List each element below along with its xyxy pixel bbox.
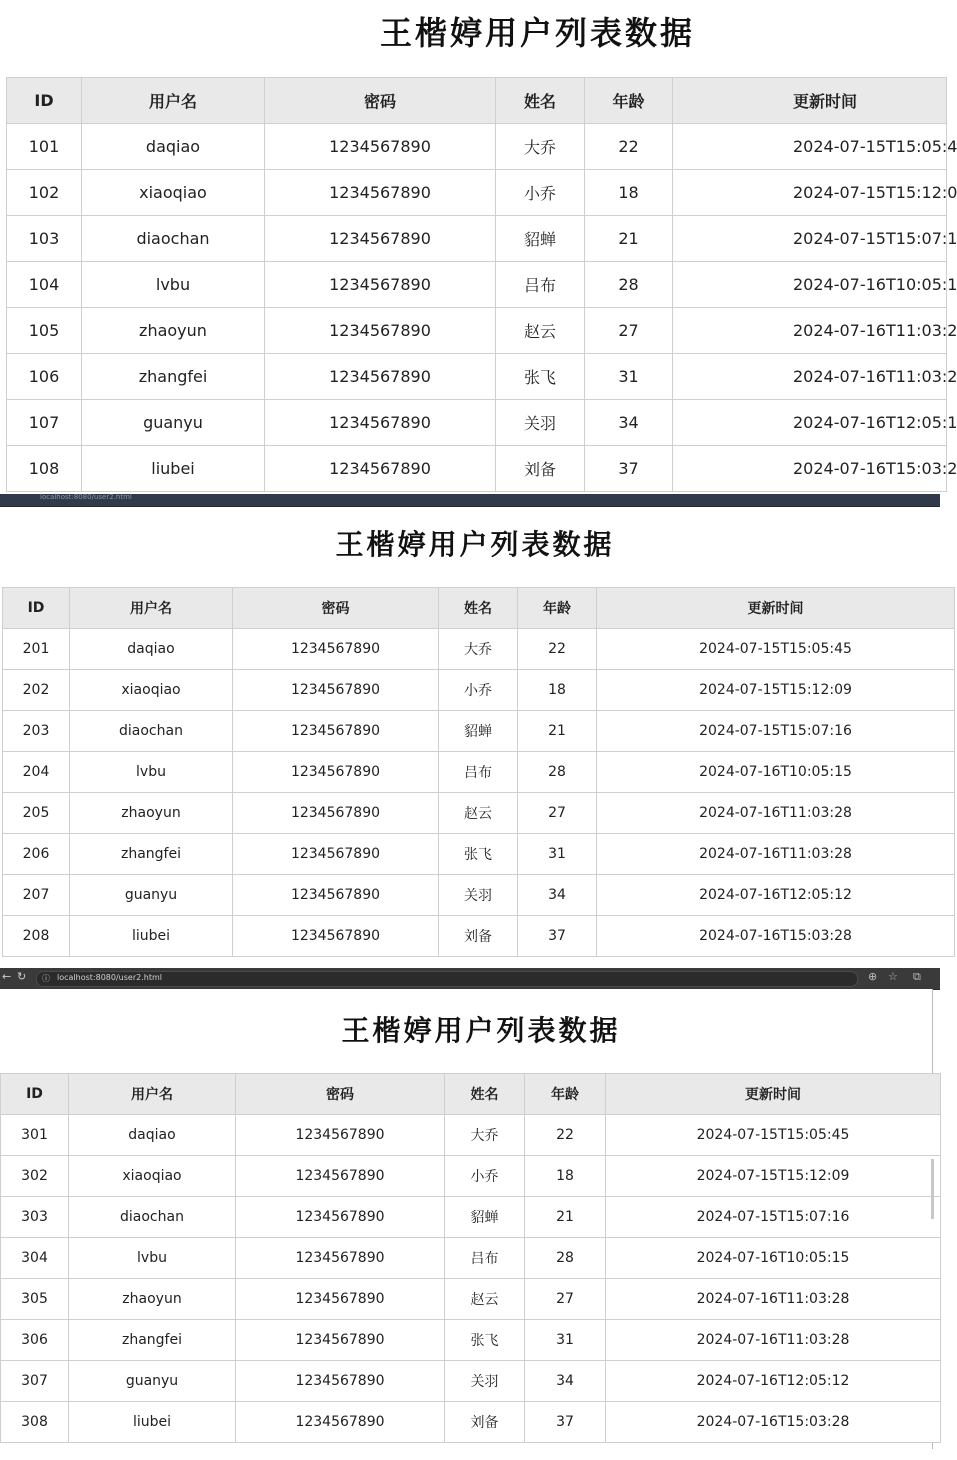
- table-row: [3, 875, 955, 916]
- address-url[interactable]: localhost:8080/user2.html: [40, 493, 132, 501]
- cell-password: 1234567890: [233, 629, 439, 670]
- cell-age: 22: [525, 1115, 606, 1156]
- cell-update-time: 2024-07-15T15:12:0: [673, 170, 947, 216]
- cell-age: 27: [585, 308, 673, 354]
- cell-password: 1234567890: [236, 1156, 445, 1197]
- address-url[interactable]: localhost:8080/user2.html: [57, 973, 162, 982]
- column-header-password: 密码: [265, 78, 496, 124]
- cell-name: 大乔: [445, 1115, 525, 1156]
- cell-username: zhangfei: [69, 1320, 236, 1361]
- cell-name: 赵云: [496, 308, 585, 354]
- cell-name: 关羽: [496, 400, 585, 446]
- cell-update-time: 2024-07-16T15:03:28: [597, 916, 955, 957]
- cell-password: 1234567890: [236, 1197, 445, 1238]
- cell-password: 1234567890: [236, 1279, 445, 1320]
- cell-update-time: 2024-07-16T15:03:28: [606, 1402, 941, 1443]
- table-row: [7, 170, 947, 216]
- cell-password: 1234567890: [265, 354, 496, 400]
- table-header-row: [7, 78, 947, 124]
- user-table-panel-3: [0, 989, 933, 1449]
- cell-password: 1234567890: [265, 308, 496, 354]
- column-header-id: ID: [7, 78, 82, 124]
- cell-update-time: 2024-07-15T15:05:4: [673, 124, 947, 170]
- cell-update-time: 2024-07-16T12:05:12: [606, 1361, 941, 1402]
- cell-update-time: 2024-07-15T15:12:09: [597, 670, 955, 711]
- column-header-name: 姓名: [496, 78, 585, 124]
- address-bar[interactable]: [36, 971, 858, 987]
- cell-id: 301: [1, 1115, 69, 1156]
- cell-update-time: 2024-07-15T15:05:45: [606, 1115, 941, 1156]
- column-header-age: 年龄: [518, 588, 597, 629]
- cell-update-time: 2024-07-15T15:12:09: [606, 1156, 941, 1197]
- cell-name: 吕布: [445, 1238, 525, 1279]
- cell-id: 104: [7, 262, 82, 308]
- cell-update-time: 2024-07-16T11:03:28: [597, 834, 955, 875]
- cell-age: 31: [518, 834, 597, 875]
- cell-password: 1234567890: [265, 400, 496, 446]
- cell-id: 103: [7, 216, 82, 262]
- cell-name: 大乔: [496, 124, 585, 170]
- user-table: [2, 587, 955, 957]
- table-row: [1, 1402, 941, 1443]
- table-header-row: [1, 1074, 941, 1115]
- cell-id: 107: [7, 400, 82, 446]
- cell-age: 28: [585, 262, 673, 308]
- cell-password: 1234567890: [265, 446, 496, 492]
- table-row: [1, 1238, 941, 1279]
- column-header-password: 密码: [233, 588, 439, 629]
- table-row: [1, 1156, 941, 1197]
- cell-id: 201: [3, 629, 70, 670]
- cell-username: xiaoqiao: [69, 1156, 236, 1197]
- cell-age: 28: [525, 1238, 606, 1279]
- table-body: [1, 1115, 941, 1443]
- cell-name: 貂蝉: [439, 711, 518, 752]
- extensions-icon[interactable]: ⧉: [913, 970, 921, 983]
- table-row: [3, 752, 955, 793]
- column-header-update-time: 更新时间: [597, 588, 955, 629]
- column-header-name: 姓名: [445, 1074, 525, 1115]
- table-row: [3, 834, 955, 875]
- cell-age: 37: [585, 446, 673, 492]
- cell-username: zhangfei: [70, 834, 233, 875]
- cell-age: 37: [518, 916, 597, 957]
- cell-age: 37: [525, 1402, 606, 1443]
- cell-name: 吕布: [496, 262, 585, 308]
- cell-age: 27: [518, 793, 597, 834]
- cell-id: 304: [1, 1238, 69, 1279]
- table-row: [7, 446, 947, 492]
- cell-id: 205: [3, 793, 70, 834]
- table-row: [7, 354, 947, 400]
- cell-password: 1234567890: [265, 170, 496, 216]
- cell-username: daqiao: [69, 1115, 236, 1156]
- table-row: [7, 400, 947, 446]
- cell-name: 吕布: [439, 752, 518, 793]
- cell-username: lvbu: [70, 752, 233, 793]
- cell-password: 1234567890: [265, 124, 496, 170]
- cell-update-time: 2024-07-16T10:05:1: [673, 262, 947, 308]
- cell-id: 101: [7, 124, 82, 170]
- site-info-icon[interactable]: ⓘ: [42, 974, 50, 983]
- cell-name: 小乔: [445, 1156, 525, 1197]
- browser-address-bar: [0, 494, 940, 507]
- cell-age: 34: [525, 1361, 606, 1402]
- cell-password: 1234567890: [265, 262, 496, 308]
- table-row: [1, 1115, 941, 1156]
- cell-id: 203: [3, 711, 70, 752]
- cell-username: liubei: [82, 446, 265, 492]
- column-header-update-time: 更新时间: [606, 1074, 941, 1115]
- table-row: [7, 262, 947, 308]
- column-header-age: 年龄: [585, 78, 673, 124]
- table-row: [3, 629, 955, 670]
- table-row: [3, 793, 955, 834]
- cell-update-time: 2024-07-16T12:05:12: [597, 875, 955, 916]
- cell-name: 赵云: [439, 793, 518, 834]
- table-body: [3, 629, 955, 957]
- bookmark-star-icon[interactable]: ☆: [888, 970, 898, 983]
- cell-age: 22: [518, 629, 597, 670]
- column-header-username: 用户名: [69, 1074, 236, 1115]
- cell-id: 307: [1, 1361, 69, 1402]
- cell-password: 1234567890: [233, 916, 439, 957]
- cell-username: zhaoyun: [70, 793, 233, 834]
- table-row: [1, 1197, 941, 1238]
- cell-age: 28: [518, 752, 597, 793]
- page-title: 王楷婷用户列表数据: [341, 1014, 621, 1047]
- cell-username: daqiao: [70, 629, 233, 670]
- cell-username: diaochan: [69, 1197, 236, 1238]
- zoom-icon[interactable]: ⊕: [868, 970, 878, 983]
- cell-password: 1234567890: [233, 752, 439, 793]
- table-header-row: [3, 588, 955, 629]
- column-header-username: 用户名: [82, 78, 265, 124]
- cell-update-time: 2024-07-16T10:05:15: [597, 752, 955, 793]
- cell-age: 34: [585, 400, 673, 446]
- cell-age: 21: [518, 711, 597, 752]
- table-row: [1, 1320, 941, 1361]
- cell-password: 1234567890: [265, 216, 496, 262]
- cell-username: daqiao: [82, 124, 265, 170]
- table-row: [7, 308, 947, 354]
- cell-update-time: 2024-07-16T11:03:2: [673, 354, 947, 400]
- table-row: [3, 670, 955, 711]
- cell-update-time: 2024-07-15T15:05:45: [597, 629, 955, 670]
- column-header-username: 用户名: [70, 588, 233, 629]
- cell-update-time: 2024-07-16T15:03:2: [673, 446, 947, 492]
- user-table-panel-2: [0, 507, 940, 968]
- cell-username: guanyu: [69, 1361, 236, 1402]
- back-icon[interactable]: ←: [2, 970, 12, 983]
- cell-name: 张飞: [439, 834, 518, 875]
- cell-age: 18: [525, 1156, 606, 1197]
- table-row: [7, 124, 947, 170]
- cell-username: zhangfei: [82, 354, 265, 400]
- cell-username: lvbu: [82, 262, 265, 308]
- cell-update-time: 2024-07-16T11:03:28: [597, 793, 955, 834]
- cell-id: 108: [7, 446, 82, 492]
- table-row: [3, 916, 955, 957]
- page-title: 王楷婷用户列表数据: [379, 14, 695, 52]
- cell-update-time: 2024-07-15T15:07:16: [606, 1197, 941, 1238]
- cell-id: 305: [1, 1279, 69, 1320]
- cell-username: guanyu: [70, 875, 233, 916]
- table-row: [3, 711, 955, 752]
- cell-age: 21: [525, 1197, 606, 1238]
- cell-username: liubei: [70, 916, 233, 957]
- column-header-password: 密码: [236, 1074, 445, 1115]
- cell-username: diaochan: [82, 216, 265, 262]
- cell-id: 306: [1, 1320, 69, 1361]
- cell-username: guanyu: [82, 400, 265, 446]
- table-row: [1, 1361, 941, 1402]
- cell-name: 张飞: [445, 1320, 525, 1361]
- cell-password: 1234567890: [236, 1238, 445, 1279]
- cell-name: 赵云: [445, 1279, 525, 1320]
- cell-password: 1234567890: [236, 1361, 445, 1402]
- cell-username: liubei: [69, 1402, 236, 1443]
- browser-toolbar: [0, 968, 940, 990]
- cell-password: 1234567890: [236, 1402, 445, 1443]
- cell-name: 貂蝉: [445, 1197, 525, 1238]
- cell-name: 关羽: [439, 875, 518, 916]
- cell-update-time: 2024-07-16T12:05:1: [673, 400, 947, 446]
- cell-age: 34: [518, 875, 597, 916]
- user-table-panel-1: [0, 0, 957, 494]
- cell-password: 1234567890: [233, 834, 439, 875]
- cell-age: 21: [585, 216, 673, 262]
- cell-password: 1234567890: [233, 793, 439, 834]
- scrollbar[interactable]: [931, 1159, 934, 1219]
- cell-id: 206: [3, 834, 70, 875]
- cell-update-time: 2024-07-15T15:07:1: [673, 216, 947, 262]
- cell-password: 1234567890: [233, 711, 439, 752]
- table-row: [1, 1279, 941, 1320]
- cell-age: 18: [585, 170, 673, 216]
- cell-id: 102: [7, 170, 82, 216]
- cell-update-time: 2024-07-15T15:07:16: [597, 711, 955, 752]
- cell-name: 小乔: [439, 670, 518, 711]
- cell-age: 31: [525, 1320, 606, 1361]
- cell-name: 刘备: [496, 446, 585, 492]
- user-table: [6, 77, 957, 492]
- cell-id: 208: [3, 916, 70, 957]
- cell-name: 刘备: [445, 1402, 525, 1443]
- cell-update-time: 2024-07-16T10:05:15: [606, 1238, 941, 1279]
- reload-icon[interactable]: ↻: [17, 970, 27, 983]
- cell-age: 22: [585, 124, 673, 170]
- cell-update-time: 2024-07-16T11:03:28: [606, 1279, 941, 1320]
- cell-password: 1234567890: [236, 1115, 445, 1156]
- cell-username: lvbu: [69, 1238, 236, 1279]
- cell-id: 105: [7, 308, 82, 354]
- cell-username: zhaoyun: [82, 308, 265, 354]
- cell-age: 27: [525, 1279, 606, 1320]
- table-row: [7, 216, 947, 262]
- cell-username: diaochan: [70, 711, 233, 752]
- cell-id: 202: [3, 670, 70, 711]
- cell-name: 貂蝉: [496, 216, 585, 262]
- cell-age: 31: [585, 354, 673, 400]
- cell-update-time: 2024-07-16T11:03:2: [673, 308, 947, 354]
- cell-password: 1234567890: [233, 875, 439, 916]
- page-title: 王楷婷用户列表数据: [335, 528, 615, 561]
- cell-id: 303: [1, 1197, 69, 1238]
- cell-username: xiaoqiao: [70, 670, 233, 711]
- table-body: [7, 124, 957, 492]
- cell-id: 204: [3, 752, 70, 793]
- cell-password: 1234567890: [236, 1320, 445, 1361]
- cell-password: 1234567890: [233, 670, 439, 711]
- cell-age: 18: [518, 670, 597, 711]
- cell-id: 207: [3, 875, 70, 916]
- column-header-id: ID: [1, 1074, 69, 1115]
- cell-username: xiaoqiao: [82, 170, 265, 216]
- column-header-id: ID: [3, 588, 70, 629]
- cell-name: 张飞: [496, 354, 585, 400]
- column-header-age: 年龄: [525, 1074, 606, 1115]
- cell-id: 106: [7, 354, 82, 400]
- user-table: [0, 1073, 941, 1443]
- cell-name: 小乔: [496, 170, 585, 216]
- cell-update-time: 2024-07-16T11:03:28: [606, 1320, 941, 1361]
- cell-name: 大乔: [439, 629, 518, 670]
- cell-id: 302: [1, 1156, 69, 1197]
- cell-username: zhaoyun: [69, 1279, 236, 1320]
- column-header-name: 姓名: [439, 588, 518, 629]
- cell-id: 308: [1, 1402, 69, 1443]
- column-header-update-time: 更新时间: [673, 78, 947, 124]
- cell-name: 刘备: [439, 916, 518, 957]
- cell-name: 关羽: [445, 1361, 525, 1402]
